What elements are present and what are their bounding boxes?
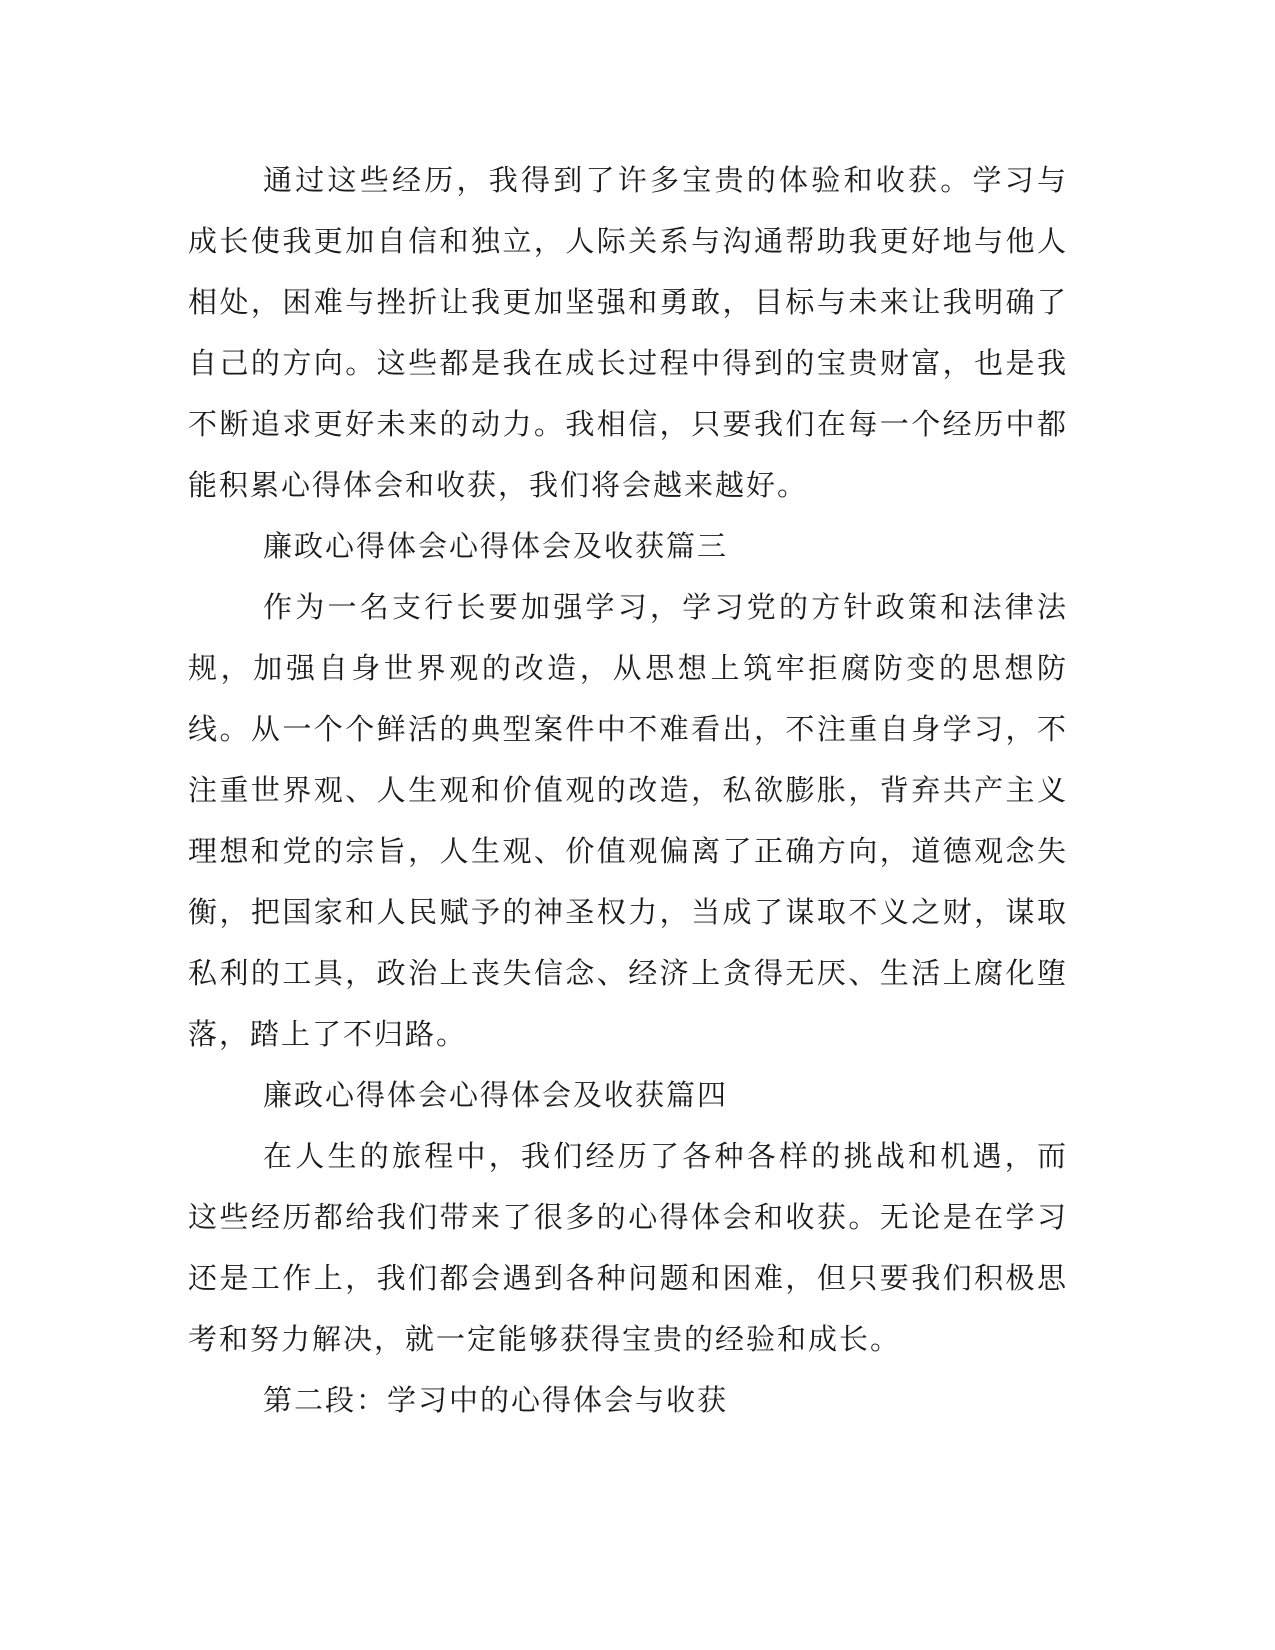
paragraph-branch-manager-study: 作为一名支行长要加强学习，学习党的方针政策和法律法规，加强自身世界观的改造，从思想上筑牢拒腐防变的思想防线。从一个个鲜活的典型案件中不难看出，不注重自身学习，不注重世界观、人生观和价值观的改造，私欲膨胀，背弃共产主义理想和党的宗旨，人生观、价值观偏离了正确方向，道德观念失衡，把国家和人民赋予的神圣权力，当成了谋取不义之财，谋取私利的工具，政治上丧失信念、经济上贪得无厌、生活上腐化堕落，踏上了不归路。 bbox=[188, 590, 1068, 1051]
heading-part-three: 廉政心得体会心得体会及收获篇三 bbox=[263, 529, 729, 563]
paragraph-life-journey: 在人生的旅程中，我们经历了各种各样的挑战和机遇，而这些经历都给我们带来了很多的心得体会和收获。无论是在学习还是工作上，我们都会遇到各种问题和困难，但只要我们积极思考和努力解决，就一定能够获得宝贵的经验和成长。 bbox=[188, 1139, 1068, 1356]
heading-part-four: 廉政心得体会心得体会及收获篇四 bbox=[263, 1078, 729, 1112]
section-two-title: 第二段：学习中的心得体会与收获 bbox=[263, 1383, 729, 1417]
document-body bbox=[188, 150, 1068, 1431]
paragraph-experience-summary: 通过这些经历，我得到了许多宝贵的体验和收获。学习与成长使我更加自信和独立，人际关系与沟通帮助我更好地与他人相处，困难与挫折让我更加坚强和勇敢，目标与未来让我明确了自己的方向。这些都是我在成长过程中得到的宝贵财富，也是我不断追求更好未来的动力。我相信，只要我们在每一个经历中都能积累心得体会和收获，我们将会越来越好。 bbox=[188, 163, 1068, 502]
